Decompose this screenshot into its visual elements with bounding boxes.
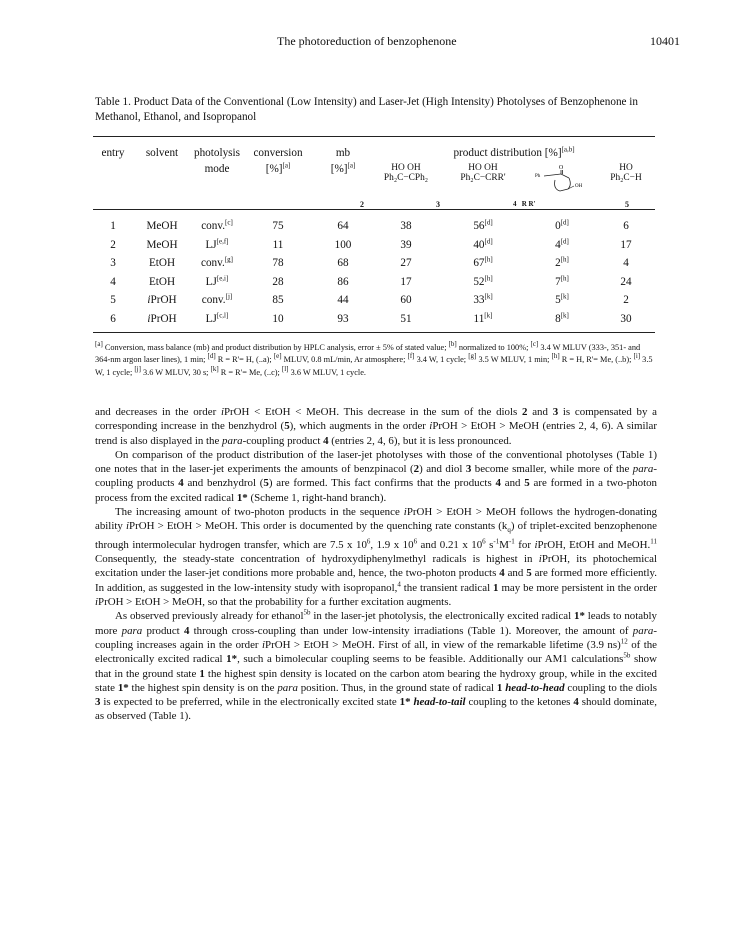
compound-number-2: 2: [360, 200, 364, 209]
table-row: [93, 310, 655, 329]
footnote: [l] 3.6 W MLUV, 1 cycle.: [281, 364, 366, 377]
paragraph-1: and decreases in the order iPrOH < EtOH < MeOH. This decrease in the sum of the diols 2 and 3 is compensated by a corresponding increase in the benzhydrol (5), which augments in the order iPrOH > EtOH > MeOH (entries 2, 4, 6). A similar trend is also displayed in the para-coupling product 4 (entries 2, 4, 6), but it is less pronounced.: [95, 406, 657, 447]
cell-solvent: EtOH: [148, 257, 176, 270]
svg-text:O: O: [558, 165, 564, 171]
cell-mb: 68: [337, 257, 349, 270]
cell-conversion: 28: [272, 275, 284, 288]
footnote: [k] R = R'= Me, (..c);: [210, 364, 282, 377]
header-mb-unit: [%][a]: [330, 161, 356, 175]
table-header-row-2: [93, 163, 655, 198]
table-bottom-rule: [93, 332, 655, 333]
cell-mode: LJ[e,i]: [205, 274, 229, 288]
cell-product-3: 33[k]: [473, 292, 493, 307]
cell-product-2: 51: [400, 312, 412, 325]
page-number: 10401: [650, 34, 680, 48]
structure-5: HO Ph₂C−H: [610, 163, 642, 183]
cell-mb: 100: [334, 238, 352, 251]
paragraph-3: The increasing amount of two-photon products in the sequence iPrOH > EtOH > MeOH follows the hydrogen-donating ability iPrOH > EtOH > MeOH. This order is documented by the quenching rate constants $(k_q)$ of triplet-excited benzophenone through intermolecular hydrogen transfer, which are 7.5 x $10^6$, 1.9 x $10^6$ and 0.21 x $10^6$ $s^{-1}M^{-1}$ for iPrOH, EtOH and MeOH.$^{11}$ Consequently, the steady-state concentration of hydroxydiphenylmethyl radicals is highest in iPrOH, its photochemical excitation under the laser-jet conditions more probable and, hence, the two-photon products 4 and 5 are formed more efficiently. In addition, as suggested in the low-intensity study with isopropanol,$^4$ the transient radical 1 may be more persistent in the order iPrOH > EtOH > MeOH, so that the probability for a further excitation augments.: [95, 506, 658, 609]
header-product-distribution: product distribution [%][a,b]: [453, 145, 575, 159]
header-conversion-unit: [%][a]: [265, 161, 291, 175]
cell-entry: 2: [110, 238, 116, 251]
cell-solvent: MeOH: [146, 238, 178, 251]
running-header: [0, 34, 731, 50]
cell-solvent: iPrOH: [147, 294, 177, 307]
cell-mode: LJ[c,l]: [205, 311, 229, 325]
cell-product-4: 4[d]: [555, 236, 569, 251]
paragraph-4: As observed previously already for ethanol$^{5b}$ in the laser-jet photolysis, the electronically excited radical 1* leads to notably more para product 4 through cross-coupling than under low-intensity irradiations (Table 1). Moreover, the amount of para-coupling increases again in the order iPrOH > EtOH > MeOH. First of all, in view of the remarkable lifetime (3.9 ns)$^{12}$ of the electronically excited radical 1*, such a bimolecular coupling seems to be feasible. Additionally our AM1 calculations$^{5b}$ show that in the ground state 1 the highest spin density is located on the carbon atom bearing the hydroxy group, while in the excited state 1* the highest spin density is on the para position. Thus, in the ground state of radical 1 head-to-head coupling to the diols 3 is expected to be preferred, while in the electronically excited state 1* head-to-tail coupling to the ketones 4 should dominate, as observed (Table 1).: [95, 608, 658, 723]
cell-product-5: 2: [623, 294, 629, 307]
header-mb: mb: [335, 147, 351, 159]
table-row: [93, 291, 655, 310]
table-row: [93, 273, 655, 292]
cell-solvent: iPrOH: [147, 312, 177, 325]
cell-product-3: 67[h]: [473, 255, 493, 270]
cell-solvent: EtOH: [148, 275, 176, 288]
cell-product-4: 0[d]: [555, 218, 569, 232]
footnote: [j] 3.6 W MLUV, 30 s;: [134, 364, 211, 377]
footnote: [f] 3.4 W, 1 cycle;: [407, 352, 469, 365]
footnote: [e] MLUV, 0.8 mL/min, Ar atmosphere;: [273, 352, 408, 365]
footnote: [i] 3.5 W, 1 cycle;: [95, 352, 653, 377]
table-top-rule: [93, 136, 655, 137]
cell-entry: 5: [110, 294, 116, 307]
footnote: [a] Conversion, mass balance (mb) and product distribution by HPLC analysis, error ± 5% of stated value;: [95, 340, 449, 352]
cell-product-2: 38: [400, 220, 412, 232]
cell-product-5: 24: [620, 275, 632, 288]
footnote: [c] 3.4 W MLUV (333-, 351- and 364-nm argon laser lines), 1 min;: [95, 340, 641, 365]
header-entry: entry: [101, 147, 125, 159]
cell-conversion: 11: [272, 238, 284, 251]
table-header-rule: [93, 209, 655, 210]
cell-mb: 93: [337, 312, 349, 325]
cell-entry: 1: [110, 220, 116, 232]
cell-product-5: 30: [620, 312, 632, 325]
cell-product-5: 6: [623, 220, 629, 232]
svg-text:OH: OH: [575, 184, 583, 189]
cell-mode: conv.[g]: [201, 255, 233, 270]
footnote: [d] R = R'= H, (..a);: [207, 352, 274, 365]
table-header-row-1: [93, 147, 655, 159]
table-row: [93, 254, 655, 273]
table-row: [93, 236, 655, 255]
cell-product-5: 4: [623, 257, 629, 270]
cell-mb: 86: [337, 275, 349, 288]
compound-number-3: 3: [436, 200, 440, 209]
cell-product-3: 56[d]: [473, 218, 493, 232]
cell-product-2: 60: [400, 294, 412, 307]
cell-product-3: 40[d]: [473, 236, 493, 251]
para-product-structure-icon: [533, 163, 591, 195]
header-conversion: conversion: [253, 147, 303, 159]
cell-product-2: 17: [400, 275, 412, 288]
cell-product-4: 7[h]: [555, 274, 569, 288]
structure-3: HO OH Ph₂C−CRR': [460, 163, 506, 183]
cell-mode: conv.[j]: [201, 292, 233, 307]
footnote: [b] normalized to 100%;: [448, 340, 531, 352]
cell-product-4: 2[h]: [555, 255, 569, 270]
paragraph-2: On comparison of the product distribution of the laser-jet photolyses with those of the conventional photolyses (Table 1) one notes that in the laser-jet experiments the amounts of benzpinacol (2) and diol 3 become smaller, while more of the para-coupling products 4 and benzhydrol (5) are formed. This fact confirms that the products 4 and 5 are formed in a two-photon process from the excited radical 1* (Scheme 1, right-hand branch).: [95, 448, 657, 504]
cell-entry: 4: [110, 275, 116, 288]
table-row: [93, 217, 655, 236]
running-title: The photoreduction of benzophenone: [277, 34, 457, 48]
header-solvent: solvent: [145, 147, 179, 159]
cell-mb: 44: [337, 294, 349, 307]
cell-product-5: 17: [620, 238, 632, 251]
cell-product-4: 5[k]: [555, 292, 569, 307]
compound-number-5: 5: [625, 200, 629, 209]
table-caption: Table 1. Product Data of the Conventional (Low Intensity) and Laser-Jet (High Intensity) Photolyses of Benzophenone in Methanol, Ethanol, and Isopropanol: [95, 96, 639, 123]
structure-4: [527, 163, 597, 198]
cell-entry: 6: [110, 312, 116, 325]
footnote: [h] R = H, R'= Me, (..b);: [551, 352, 634, 365]
cell-product-2: 27: [400, 257, 412, 270]
svg-text:Ph: Ph: [535, 174, 541, 179]
cell-conversion: 85: [272, 294, 284, 307]
cell-mode: conv.[c]: [201, 218, 233, 232]
table-footnotes: [95, 342, 655, 379]
table-body: [93, 217, 655, 329]
cell-conversion: 10: [272, 312, 284, 325]
footnote: [g] 3.5 W MLUV, 1 min;: [468, 352, 552, 365]
cell-solvent: MeOH: [146, 220, 178, 232]
cell-entry: 3: [110, 257, 116, 270]
cell-product-4: 8[k]: [555, 311, 569, 325]
cell-mode: LJ[e,f]: [205, 236, 229, 251]
cell-product-2: 39: [400, 238, 412, 251]
cell-conversion: 75: [272, 220, 284, 232]
cell-mb: 64: [337, 220, 349, 232]
header-mode: mode: [204, 163, 230, 175]
structure-2: HO OH Ph₂C−CPh₂: [383, 163, 429, 183]
body-text: [95, 405, 657, 724]
cell-product-3: 11[k]: [473, 311, 493, 325]
cell-conversion: 78: [272, 257, 284, 270]
compound-number-4: 4 R R': [513, 200, 536, 208]
cell-product-3: 52[h]: [473, 274, 493, 288]
header-photolysis: photolysis: [193, 147, 240, 159]
